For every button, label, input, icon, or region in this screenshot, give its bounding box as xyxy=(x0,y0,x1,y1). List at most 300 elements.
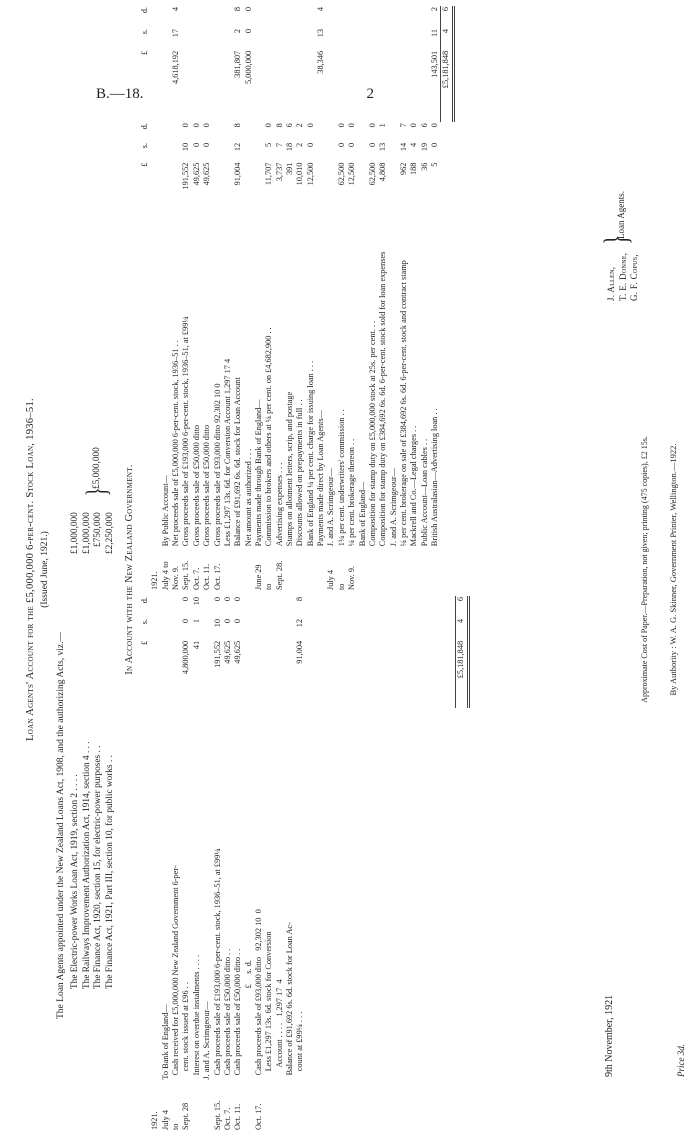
row-date xyxy=(244,1081,254,1131)
money-header: £ s. d. xyxy=(140,597,149,646)
row-date: Oct. 17. xyxy=(253,1103,263,1130)
debit-row xyxy=(244,596,254,1131)
row-text: Public Account—Loan cables . . xyxy=(419,438,429,547)
row-amount: 41 xyxy=(191,640,201,650)
row-text: Gross proceeds sale of £93,000 ditto 92,302 10 0 xyxy=(212,383,222,547)
row-text: Advertising expenses . . . xyxy=(274,462,284,547)
row-amount xyxy=(358,122,368,142)
row-amount xyxy=(275,6,285,28)
row-amount xyxy=(161,50,171,122)
row-amount: 4 xyxy=(171,7,181,12)
row-amount xyxy=(420,50,430,122)
row-amount xyxy=(161,640,171,708)
row-amount xyxy=(409,6,419,28)
row-amount: 0 xyxy=(181,123,191,128)
printer-authority: By Authority : W. A. G. Skinner, Government Printer, Wellington.—1922. xyxy=(668,443,678,696)
credit-row xyxy=(420,6,430,591)
row-amount xyxy=(275,618,285,640)
row-amount: 12,500 xyxy=(305,162,315,186)
row-amount xyxy=(171,618,181,640)
row-amount xyxy=(202,640,212,708)
credit-row xyxy=(223,6,233,591)
row-text: Stamps on allotment letters, scrip, and postage xyxy=(285,391,295,547)
row-amount xyxy=(254,596,264,618)
credit-row xyxy=(244,6,254,591)
row-amount: 0 xyxy=(336,142,346,148)
row-amount xyxy=(275,28,285,50)
row-amount: 381,807 xyxy=(233,50,243,78)
row-amount xyxy=(420,28,430,50)
credit-row xyxy=(181,6,191,591)
row-amount: 49,625 xyxy=(222,640,232,664)
debit-row xyxy=(192,596,202,1131)
row-amount xyxy=(389,6,399,28)
acts-list xyxy=(70,741,116,989)
row-amount: 8 xyxy=(233,123,243,128)
row-date xyxy=(389,547,399,591)
row-amount: 0 xyxy=(409,123,419,128)
row-amount xyxy=(368,6,378,28)
credit-row xyxy=(316,6,326,591)
row-amount xyxy=(254,50,264,122)
row-amount xyxy=(306,28,316,50)
act-amount: £1,000,000 xyxy=(70,512,80,554)
row-amount xyxy=(316,162,326,219)
row-amount xyxy=(213,6,223,28)
row-amount: 14 xyxy=(398,142,408,152)
row-amount xyxy=(161,162,171,219)
credit-row xyxy=(264,6,274,591)
row-date: Oct. 11. xyxy=(233,1103,243,1130)
row-amount: 49,625 xyxy=(202,162,212,186)
row-amount xyxy=(254,6,264,28)
row-text: Cash proceeds sale of £93,000 ditto 92,302 10 0 xyxy=(253,909,263,1080)
row-date xyxy=(233,547,243,591)
row-amount xyxy=(244,162,254,219)
row-date xyxy=(316,547,326,591)
acts-amounts xyxy=(70,512,116,554)
row-date xyxy=(264,1081,274,1131)
row-amount xyxy=(150,28,160,50)
row-amount xyxy=(275,50,285,122)
row-text: count at £99¼ . . . xyxy=(295,1011,305,1080)
row-amount xyxy=(275,596,285,618)
row-amount xyxy=(161,618,171,640)
credit-row xyxy=(254,6,264,591)
row-amount xyxy=(378,28,388,50)
row-amount xyxy=(223,28,233,50)
row-date: to xyxy=(171,1123,181,1130)
row-text: Net amount as authorized . . . xyxy=(243,448,253,547)
row-date: July 4 xyxy=(160,1109,170,1130)
row-date xyxy=(285,1081,295,1131)
row-date xyxy=(295,1081,305,1131)
row-amount xyxy=(326,6,336,28)
row-date: June 29 xyxy=(253,564,263,590)
row-amount xyxy=(326,142,336,162)
row-amount: 191,552 xyxy=(212,640,222,668)
signatory: G. F. Copus, xyxy=(629,254,640,301)
signatory: J. Allen, xyxy=(606,266,616,301)
row-text: Less £1,297 13s. 6d. for Conversion Account 1,297 17 4 xyxy=(222,358,232,547)
row-amount xyxy=(389,162,399,219)
row-amount xyxy=(202,6,212,28)
row-amount xyxy=(171,162,181,219)
row-amount: 0 xyxy=(243,7,253,12)
row-amount xyxy=(171,142,181,162)
row-text: Cash proceeds sale of £50,000 ditto . . xyxy=(233,948,243,1080)
row-text: Account . . . . 1,297 17 4 xyxy=(274,979,284,1080)
credit-row xyxy=(233,6,243,591)
row-amount xyxy=(161,596,171,618)
cost-note: Approximate Cost of Paper.—Preparation, not given; printing (475 copies), £2 15s. xyxy=(640,436,649,703)
debit-row xyxy=(202,596,212,1131)
row-amount xyxy=(150,640,160,708)
debit-row xyxy=(295,596,305,1131)
row-amount xyxy=(264,596,274,618)
row-amount: 143,501 xyxy=(430,50,440,78)
act-item: The Finance Act, 1920, section 15, for electric-power purposes . . xyxy=(93,745,104,989)
row-amount xyxy=(244,142,254,162)
row-amount: 10 xyxy=(191,597,201,606)
row-amount xyxy=(192,50,202,122)
row-amount: 38,346 xyxy=(316,50,326,74)
debit-rows xyxy=(140,596,306,1131)
row-date: to xyxy=(264,583,274,590)
row-amount xyxy=(150,50,160,122)
row-amount xyxy=(285,640,295,708)
debit-row xyxy=(285,596,295,1131)
row-text: cent. stock issued at £96 . . xyxy=(181,982,191,1080)
row-amount: 8 xyxy=(274,123,284,128)
row-amount: 962 xyxy=(398,162,408,176)
credit-row xyxy=(202,6,212,591)
credit-row xyxy=(275,6,285,591)
row-amount xyxy=(244,122,254,142)
credit-table xyxy=(140,6,455,591)
row-amount: 0 xyxy=(264,123,274,128)
row-amount: 0 xyxy=(181,618,191,624)
credit-row xyxy=(358,6,368,591)
row-amount: 0 xyxy=(233,597,243,602)
row-amount: 7 xyxy=(274,142,284,148)
row-amount xyxy=(150,618,160,640)
row-amount: 13 xyxy=(378,142,388,152)
row-text: Cash proceeds sale of £193,000 6-per-cent. stock, 1936–51, at £99¼ xyxy=(212,848,222,1080)
row-amount xyxy=(150,6,160,28)
row-text: J. and A. Scrimgeour— xyxy=(388,468,398,547)
row-amount: 0 xyxy=(367,123,377,128)
act-amount: £2,250,000 xyxy=(104,512,115,554)
row-text: Less £1,297 13s. 6d. stock for Conversion xyxy=(264,931,274,1080)
row-amount: 6 xyxy=(285,123,295,128)
row-amount: 10 xyxy=(212,618,222,628)
row-amount xyxy=(223,142,233,162)
row-amount: 0 xyxy=(336,123,346,128)
row-amount xyxy=(316,142,326,162)
row-text: £ s. d. xyxy=(243,960,253,1080)
row-amount: 12 xyxy=(233,142,243,152)
row-amount xyxy=(347,50,357,122)
row-amount xyxy=(285,618,295,640)
row-amount xyxy=(223,50,233,122)
credit-row xyxy=(295,6,305,591)
row-date: Sept. 15. xyxy=(212,1100,222,1130)
row-amount xyxy=(202,618,212,640)
row-amount xyxy=(264,618,274,640)
credit-row xyxy=(399,6,409,591)
row-amount: 0 xyxy=(222,597,232,602)
row-date: Sept. 15. xyxy=(181,560,191,590)
row-amount xyxy=(254,640,264,708)
row-date: Oct. 17. xyxy=(212,563,222,590)
row-amount: 8 xyxy=(233,7,243,12)
row-amount xyxy=(181,50,191,122)
row-amount xyxy=(264,28,274,50)
row-date: Oct. 7. xyxy=(222,1107,232,1130)
row-amount xyxy=(306,50,316,122)
issued-note: (Issued June, 1921.) xyxy=(40,531,50,608)
row-amount xyxy=(389,142,399,162)
row-amount xyxy=(213,122,223,142)
row-amount xyxy=(161,28,171,50)
row-amount: 0 xyxy=(222,618,232,624)
row-amount: 0 xyxy=(202,142,212,148)
row-amount: 2 xyxy=(430,7,440,12)
credit-row xyxy=(409,6,419,591)
row-date: Oct. 11. xyxy=(202,563,212,590)
row-text: Interest on overdue instalments . . . . xyxy=(191,954,201,1080)
row-amount xyxy=(254,28,264,50)
intro-text: The Loan Agents appointed under the New Zealand Loans Act, 1908, and the authorizing Acts, viz.— xyxy=(56,631,66,1019)
row-text: By Public Account— xyxy=(160,475,170,547)
row-amount: 0 xyxy=(243,28,253,34)
row-amount xyxy=(171,122,181,142)
row-date xyxy=(306,547,316,591)
row-amount xyxy=(358,142,368,162)
row-amount: 11,707 xyxy=(264,162,274,186)
row-amount xyxy=(254,618,264,640)
row-amount: 0 xyxy=(305,142,315,148)
row-amount xyxy=(181,6,191,28)
row-amount: 5 xyxy=(264,142,274,148)
row-date xyxy=(192,1081,202,1131)
row-amount xyxy=(368,50,378,122)
debit-row xyxy=(264,596,274,1131)
row-text: Composition for stamp duty on £384,692 6s. 6d. 6-per-cent. stock sold for loan expenses xyxy=(378,251,388,547)
row-amount xyxy=(389,50,399,122)
row-amount xyxy=(285,6,295,28)
row-text: ¼ per cent. brokerage thereon . . xyxy=(347,438,357,547)
row-amount: 4,800,000 xyxy=(181,640,191,675)
row-amount xyxy=(378,50,388,122)
row-text: Cash proceeds sale of £50,000 ditto . . xyxy=(222,948,232,1080)
act-amount: £750,000 xyxy=(93,512,104,548)
money-header: £ s. d. £ s. d. xyxy=(140,7,149,167)
row-amount xyxy=(213,50,223,122)
credit-row xyxy=(337,6,347,591)
row-amount: 2 xyxy=(295,142,305,148)
debit-row xyxy=(181,596,191,1131)
row-text: Gross proceeds sale of £50,000 ditto xyxy=(202,424,212,547)
row-amount: 2 xyxy=(233,28,243,34)
row-amount xyxy=(358,28,368,50)
row-date: Nov. 9. xyxy=(347,565,357,590)
row-text: Net proceeds sale of £5,000,000 6-per-cent. stock, 1936–51 . . xyxy=(171,340,181,547)
row-amount: 19 xyxy=(419,142,429,152)
row-date xyxy=(430,547,441,591)
act-item: The Electric-power Works Loan Act, 1919, section 2 . . . . xyxy=(70,774,80,989)
row-text: Gross proceeds sale of £193,000 6-per-cent. stock, 1936–51, at £99¼ xyxy=(181,316,191,547)
row-amount xyxy=(264,6,274,28)
debit-row xyxy=(213,596,223,1131)
row-amount xyxy=(337,28,347,50)
signatories xyxy=(606,253,641,301)
row-amount: 13 xyxy=(316,28,326,38)
debit-row xyxy=(275,596,285,1131)
row-amount xyxy=(326,162,336,219)
row-amount xyxy=(358,50,368,122)
row-amount xyxy=(399,50,409,122)
row-date: Sept. 28 xyxy=(181,1102,191,1130)
row-amount: 0 xyxy=(305,123,315,128)
row-amount xyxy=(347,28,357,50)
row-amount: 191,552 xyxy=(181,162,191,190)
row-amount xyxy=(244,618,254,640)
row-amount xyxy=(409,50,419,122)
signatories-role: Loan Agents. xyxy=(616,191,626,239)
row-amount: 1 xyxy=(378,123,388,128)
row-text: Balance of £91,692 6s. 6d. stock for Loan Ac- xyxy=(285,922,295,1080)
row-amount xyxy=(213,142,223,162)
credit-total: £5,181,848 4 6 xyxy=(441,6,453,591)
row-amount xyxy=(150,122,160,142)
row-date xyxy=(202,1081,212,1131)
row-amount: 0 xyxy=(347,123,357,128)
row-amount xyxy=(264,640,274,708)
row-amount xyxy=(161,122,171,142)
row-date: Sept. 28. xyxy=(274,560,284,590)
row-amount xyxy=(316,122,326,142)
row-amount xyxy=(181,28,191,50)
page-number: 2 xyxy=(366,86,374,102)
row-amount: 12 xyxy=(295,618,305,628)
row-amount: 0 xyxy=(212,597,222,602)
row-text: Bank of England ¼ per cent. charge for issuing loan . . . xyxy=(305,360,315,547)
row-amount: 7 xyxy=(398,123,408,128)
debit-row xyxy=(161,596,171,1131)
row-text: Bank of England— xyxy=(357,481,367,547)
row-date xyxy=(368,547,378,591)
row-amount xyxy=(347,6,357,28)
row-amount: 4 xyxy=(316,7,326,12)
row-amount xyxy=(326,28,336,50)
row-amount: 6 xyxy=(419,123,429,128)
brace-glyph: } xyxy=(80,487,113,497)
debit-row xyxy=(254,596,264,1131)
row-text xyxy=(150,708,160,1081)
row-amount xyxy=(254,122,264,142)
row-amount: 0 xyxy=(430,123,440,128)
row-date xyxy=(223,547,233,591)
row-text: Discounts allowed on prepayments in full . . xyxy=(295,399,305,547)
row-amount xyxy=(368,28,378,50)
row-amount: 1 xyxy=(191,618,201,624)
credit-row xyxy=(368,6,378,591)
row-amount xyxy=(254,142,264,162)
row-amount xyxy=(254,162,264,219)
row-text: Payments made through Bank of England— xyxy=(253,399,263,547)
debit-row xyxy=(171,596,181,1131)
credit-row xyxy=(285,6,295,591)
row-date: to xyxy=(336,583,346,590)
row-amount xyxy=(285,50,295,122)
acts-total: £5,000,000 xyxy=(92,447,102,489)
row-amount xyxy=(202,50,212,122)
row-amount: 10 xyxy=(181,142,191,152)
row-amount: 62,500 xyxy=(336,162,346,186)
row-amount xyxy=(213,162,223,219)
row-amount: 0 xyxy=(191,142,201,148)
row-amount: 0 xyxy=(191,123,201,128)
credit-row xyxy=(192,6,202,591)
act-item: The Railways Improvement Authorization Act, 1914, section 4 . . . xyxy=(81,741,92,989)
row-text: Balance of £91,692 6s. 6d. stock for Loan Account xyxy=(233,377,243,547)
row-text: Cash received for £5,000,000 New Zealand Government 6-per- xyxy=(171,865,181,1080)
row-amount: 49,625 xyxy=(191,162,201,186)
row-amount xyxy=(213,28,223,50)
row-date: July 4 to xyxy=(160,561,170,590)
credit-row xyxy=(326,6,336,591)
row-amount xyxy=(285,28,295,50)
row-date xyxy=(244,547,254,591)
row-amount: 5,000,000 xyxy=(243,50,253,85)
row-amount: 91,004 xyxy=(233,162,243,186)
row-text: To Bank of England— xyxy=(160,1004,170,1080)
row-amount xyxy=(150,162,160,219)
signature-date: 9th November, 1921 xyxy=(604,994,615,1077)
row-amount: 0 xyxy=(347,142,357,148)
row-amount: 4 xyxy=(409,142,419,148)
credit-row xyxy=(306,6,316,591)
row-amount: 62,500 xyxy=(367,162,377,186)
row-amount xyxy=(326,50,336,122)
row-amount xyxy=(389,122,399,142)
row-amount xyxy=(264,50,274,122)
row-amount: 18 xyxy=(285,142,295,152)
row-amount xyxy=(244,596,254,618)
row-text: 1¼ per cent. underwriters' commission . . xyxy=(336,409,346,547)
credit-row xyxy=(161,6,171,591)
row-amount xyxy=(275,640,285,708)
row-date xyxy=(275,1081,285,1131)
row-date: 1921. xyxy=(150,1111,160,1130)
credit-row xyxy=(213,6,223,591)
row-amount: 188 xyxy=(409,162,419,176)
row-amount: 49,625 xyxy=(233,640,243,664)
credit-row xyxy=(150,6,160,591)
row-amount xyxy=(171,596,181,618)
row-date: July 4 xyxy=(326,569,336,590)
row-amount xyxy=(337,6,347,28)
row-amount xyxy=(171,640,181,708)
credit-row xyxy=(430,6,441,591)
row-amount xyxy=(150,596,160,618)
row-text: Composition for stamp duty on £5,000,000 stock at 25s. per cent. . . xyxy=(367,320,377,547)
row-amount xyxy=(161,142,171,162)
row-amount xyxy=(337,50,347,122)
row-date xyxy=(295,547,305,591)
